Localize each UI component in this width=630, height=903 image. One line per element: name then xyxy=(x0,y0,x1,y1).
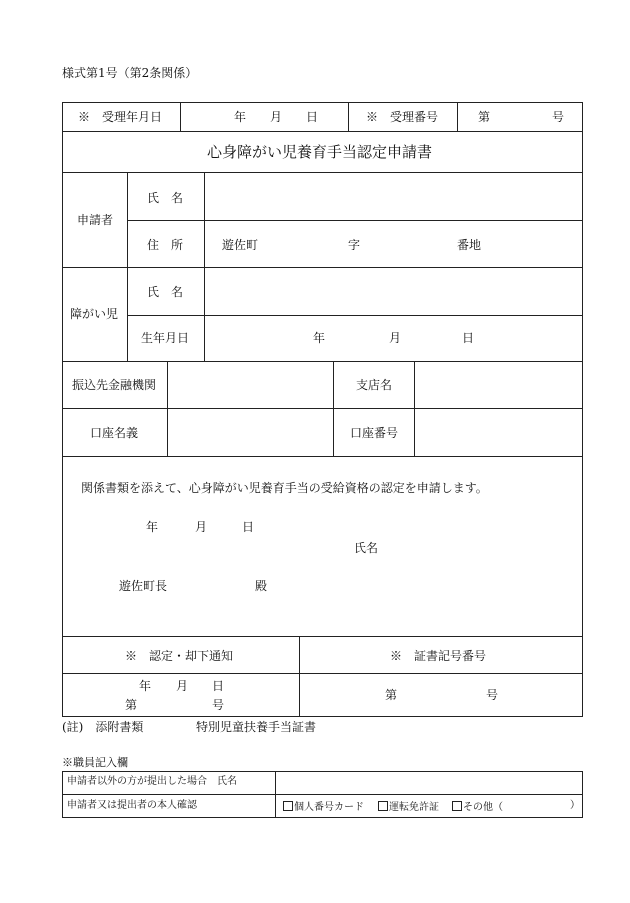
id-option-other[interactable] xyxy=(452,801,503,813)
id-option-license[interactable] xyxy=(378,801,439,813)
form-number: 様式第1号（第2条関係） xyxy=(62,66,198,80)
child-name-label: 氏 名 xyxy=(147,285,184,299)
child-birth-label: 生年月日 xyxy=(141,331,190,345)
checkbox-mynumber[interactable] xyxy=(283,801,293,811)
account-holder-input[interactable] xyxy=(168,409,332,455)
applicant-name-label: 氏 名 xyxy=(147,191,184,205)
staff-row1-label: 申請者以外の方が提出した場合 氏名 xyxy=(67,776,237,787)
account-number-input[interactable] xyxy=(415,409,582,455)
declaration-year: 年 xyxy=(146,520,159,534)
attachment-note-label: (註) 添附書類 xyxy=(62,720,144,734)
applicant-name-input[interactable] xyxy=(205,173,582,219)
addressee: 遊佐町長 xyxy=(119,579,168,593)
reception-number-prefix: 第 xyxy=(478,110,491,124)
reception-date-label: ※ 受理年月日 xyxy=(78,110,163,124)
applicant-label: 申請者 xyxy=(77,213,114,227)
notification-year: 年 xyxy=(139,679,152,693)
id-option-mynumber[interactable] xyxy=(283,801,364,813)
child-label: 障がい児 xyxy=(70,307,119,321)
branch-label: 支店名 xyxy=(356,378,393,392)
signature-label: 氏名 xyxy=(354,541,379,555)
notification-no-prefix: 第 xyxy=(125,698,138,712)
bank-institution-label: 振込先金融機関 xyxy=(72,378,157,392)
declaration-day: 日 xyxy=(242,520,255,534)
reception-number-label: ※ 受理番号 xyxy=(366,110,439,124)
staff-row2-label: 申請者又は提出者の本人確認 xyxy=(67,800,197,811)
account-holder-label: 口座名義 xyxy=(90,426,139,440)
checkbox-other[interactable] xyxy=(452,801,462,811)
branch-input[interactable] xyxy=(415,362,582,407)
option-license-label: 運転免許証 xyxy=(389,802,439,813)
notification-no-suffix: 号 xyxy=(212,698,225,712)
attachment-note-content: 特別児童扶養手当証書 xyxy=(196,720,317,734)
declaration-month: 月 xyxy=(195,520,208,534)
address-town: 遊佐町 xyxy=(222,238,259,252)
address-aza: 字 xyxy=(348,238,361,252)
child-name-input[interactable] xyxy=(205,268,582,314)
birth-day: 日 xyxy=(462,331,475,345)
certificate-label: ※ 証書記号番号 xyxy=(390,649,487,663)
applicant-address-label: 住 所 xyxy=(147,238,184,252)
declaration-text: 関係書類を添えて、心身障がい児養育手当の受給資格の認定を申請します。 xyxy=(81,481,488,495)
option-other-label: その他（ xyxy=(463,802,503,813)
bank-institution-input[interactable] xyxy=(168,362,332,407)
reception-number-suffix: 号 xyxy=(552,110,565,124)
certificate-no-suffix: 号 xyxy=(486,688,499,702)
notification-label: ※ 認定・却下通知 xyxy=(125,649,234,663)
checkbox-license[interactable] xyxy=(378,801,388,811)
reception-date-field[interactable]: 年 月 日 xyxy=(234,110,319,124)
certificate-no-prefix: 第 xyxy=(385,688,398,702)
notification-month: 月 xyxy=(176,679,189,693)
birth-year: 年 xyxy=(313,331,326,345)
notification-day: 日 xyxy=(212,679,225,693)
form-title: 心身障がい児養育手当認定申請書 xyxy=(207,143,433,161)
birth-month: 月 xyxy=(389,331,402,345)
submitter-name-input[interactable] xyxy=(276,772,582,793)
address-banchi: 番地 xyxy=(457,238,482,252)
option-mynumber-label: 個人番号カード xyxy=(294,802,364,813)
staff-section-title: ※職員記入欄 xyxy=(62,756,128,769)
option-other-close: ） xyxy=(570,800,580,811)
honorific: 殿 xyxy=(255,579,268,593)
account-number-label: 口座番号 xyxy=(350,426,399,440)
